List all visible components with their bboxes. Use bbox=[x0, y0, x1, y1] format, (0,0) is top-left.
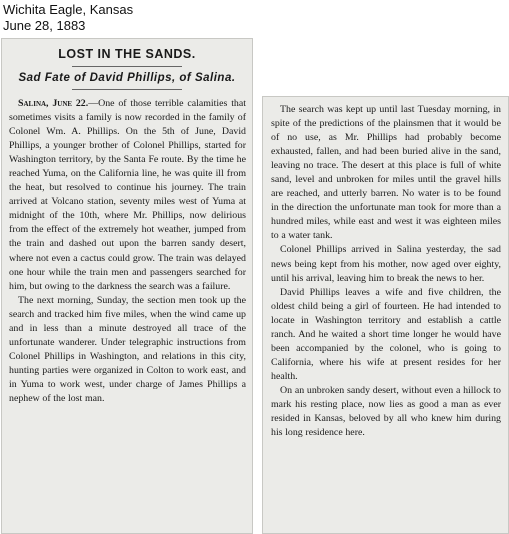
paragraph-6: On an unbroken sandy desert, without even a hillock to mark his resting place, now lies as good a man as ever resided in Kansas, beloved by all who knew him during his long residence here. bbox=[271, 384, 501, 439]
paragraph-2: The next morning, Sunday, the section men took up the search and tracked him five miles, when the wind came up and in less than a minute destroyed all trace of the unfortunate wanderer. Under telegraphic instructions from Colonel Phillips in Washington, and relations in this city, hunting parties were organized in Colton to work east, and in Yuma to work west, under charge of James Phillips a nephew of the lost man. bbox=[9, 294, 246, 404]
paragraph-4: Colonel Phillips arrived in Salina yesterday, the sad news being kept from his mother, now aged over eighty, until his arrival, leaving him to break the news to her. bbox=[271, 244, 501, 284]
paragraph-3: The search was kept up until last Tuesday morning, in spite of the predictions of the plainsmen that it would be of no use, as Mr. Phillips had probably become exhausted, fallen, and had been buried alive in the sand, leaving no trace. The desert at this place is full of white sand, level and unbroken for miles until the gravel hills are reached, and utterly barren. No water is to be found in the direction the unfortunate man took for more than a hundred miles, while east and west it was eighteen miles to a water tank. bbox=[271, 104, 501, 242]
article-headline: LOST IN THE SANDS. bbox=[58, 47, 196, 61]
clipping-column-right bbox=[262, 96, 509, 534]
publication-date: June 28, 1883 bbox=[3, 18, 86, 33]
dateline: Salina, June 22. bbox=[18, 98, 89, 109]
newspaper-name: Wichita Eagle, Kansas bbox=[3, 2, 134, 17]
paragraph-1 bbox=[9, 97, 246, 294]
article-body-right bbox=[263, 103, 508, 440]
clipping-column-left bbox=[1, 38, 253, 534]
article-body-left bbox=[2, 97, 252, 406]
paragraph-1-text: —One of those terrible calamities that sometimes visits a family is now recorded in the family of Colonel Wm. A. Phillips. On the 5th of June, David Phillips, a younger brother of Colonel Phillips, started for Washington territory, by the Santa Fe route. By the time he reached Yuma, on the California line, he was quite ill from the heat, but resolved to continue his journey. The train arrived at Volcano station, seventy miles west of Yuma at midnight of the 10th, where Mr. Phillips, now delirious from the effect of the extremely hot weather, jumped from the train and dashed out upon the barren sandy desert, where not even a cactus could grow. The train was delayed one hour while the train men and passengers searched for him, but owing to the darkness the search was a failure. bbox=[9, 98, 246, 292]
headline-divider bbox=[72, 66, 182, 67]
clipping-caption bbox=[3, 2, 133, 34]
article-subheadline: Sad Fate of David Phillips, of Salina. bbox=[18, 72, 236, 84]
subheadline-divider bbox=[72, 89, 182, 90]
paragraph-5: David Phillips leaves a wife and five children, the oldest child being a girl of fourteen. He had intended to locate in Washington territory and establish a cattle ranch. And he waited a short time longer he would have been accompanied by the colonel, who is going to California, where his wife at present resides for her health. bbox=[271, 286, 501, 382]
